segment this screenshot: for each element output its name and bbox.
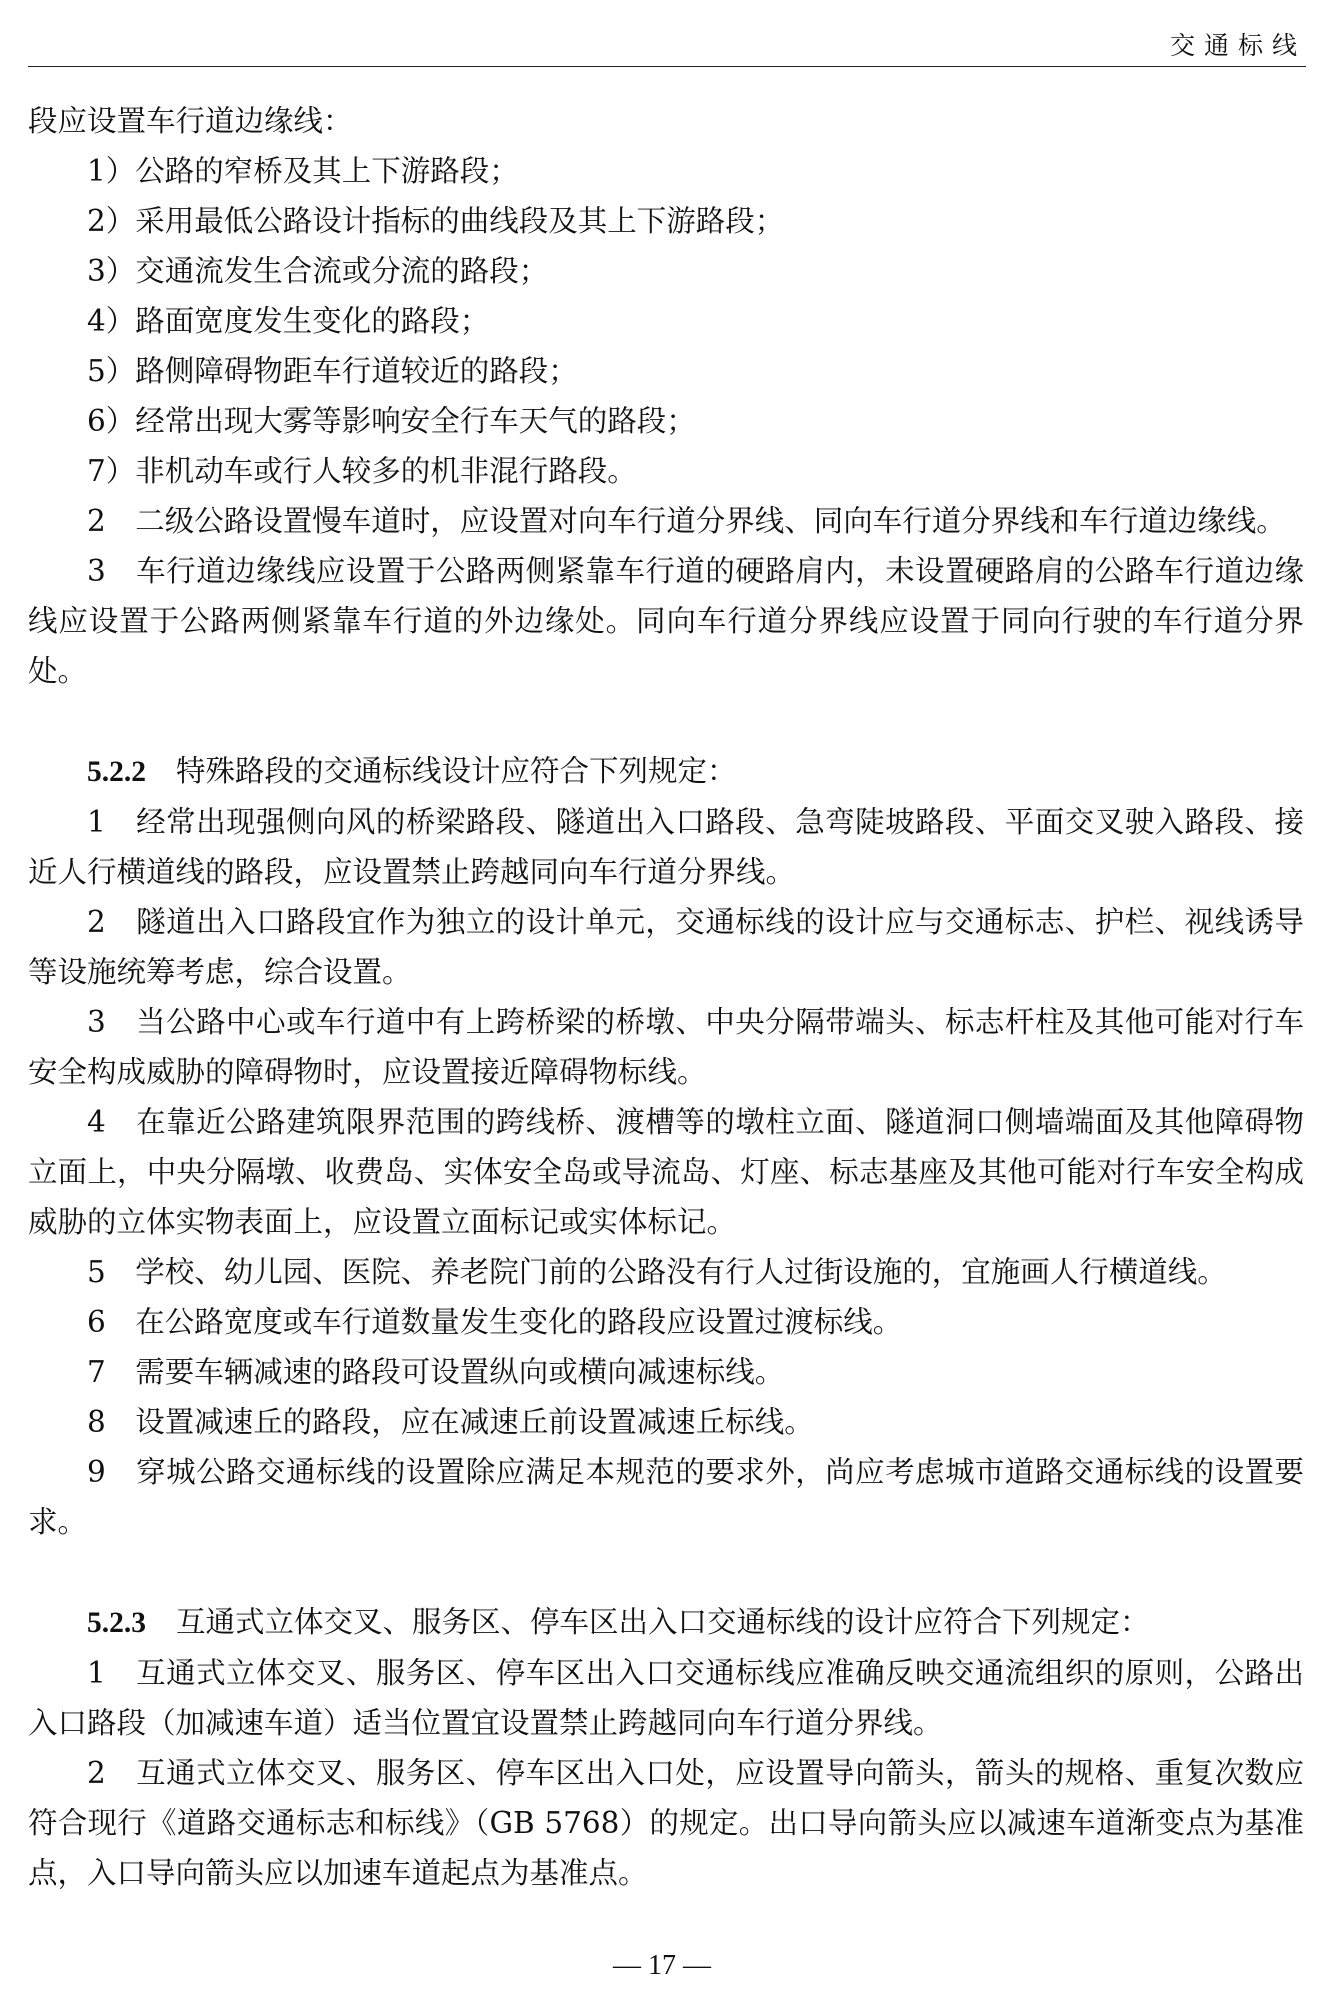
section-5-2-2 <box>28 746 1304 1547</box>
list-item: 7）非机动车或行人较多的机非混行路段。 <box>87 454 637 488</box>
clause-paragraph: 2 隧道出入口路段宜作为独立的设计单元，交通标线的设计应与交通标志、护栏、视线诱导等设施统筹考虑，综合设置。 <box>28 905 1304 989</box>
clause-paragraph: 8 设置减速丘的路段，应在减速丘前设置减速丘标线。 <box>87 1405 814 1439</box>
section-5-2-3 <box>28 1597 1304 1898</box>
clause-paragraph: 5 学校、幼儿园、医院、养老院门前的公路没有行人过街设施的，宜施画人行横道线。 <box>87 1255 1227 1289</box>
running-header <box>28 18 1306 67</box>
list-item: 1）公路的窄桥及其上下游路段； <box>87 154 519 188</box>
clause-paragraph: 2 互通式立体交叉、服务区、停车区出入口处，应设置导向箭头，箭头的规格、重复次数应符合现行《道路交通标志和标线》（GB 5768）的规定。出口导向箭头应以减速车道渐变点为基准点，入口导向箭头应以加速车道起点为基准点。 <box>28 1756 1304 1890</box>
section-title: 特殊路段的交通标线设计应符合下列规定： <box>176 754 737 788</box>
clause-paragraph: 7 需要车辆减速的路段可设置纵向或横向减速标线。 <box>87 1355 785 1389</box>
section-number: 5.2.2 <box>87 756 146 788</box>
list-item: 2）采用最低公路设计指标的曲线段及其上下游路段； <box>87 204 785 238</box>
clause-paragraph: 1 互通式立体交叉、服务区、停车区出入口交通标线应准确反映交通流组织的原则，公路出入口路段（加减速车道）适当位置宜设置禁止跨越同向车行道分界线。 <box>28 1656 1304 1740</box>
clause-paragraph: 6 在公路宽度或车行道数量发生变化的路段应设置过渡标线。 <box>87 1305 903 1339</box>
list-item: 3）交通流发生合流或分流的路段； <box>87 254 549 288</box>
clause-paragraph: 1 经常出现强侧向风的桥梁路段、隧道出入口路段、急弯陡坡路段、平面交叉驶入路段、接近人行横道线的路段，应设置禁止跨越同向车行道分界线。 <box>28 805 1304 889</box>
section-title: 互通式立体交叉、服务区、停车区出入口交通标线的设计应符合下列规定： <box>176 1605 1150 1639</box>
section-heading <box>28 1597 1304 1648</box>
section-number: 5.2.3 <box>87 1607 146 1639</box>
list-item: 5）路侧障碍物距车行道较近的路段； <box>87 354 578 388</box>
section-heading <box>28 746 1304 797</box>
clause-paragraph: 9 穿城公路交通标线的设置除应满足本规范的要求外，尚应考虑城市道路交通标线的设置要求。 <box>28 1455 1304 1539</box>
clause-paragraph: 3 当公路中心或车行道中有上跨桥梁的桥墩、中央分隔带端头、标志杆柱及其他可能对行车安全构成威胁的障碍物时，应设置接近障碍物标线。 <box>28 1005 1304 1089</box>
page-content <box>28 96 1304 1898</box>
page-number: — 17 — <box>613 1950 711 1981</box>
list-item: 4）路面宽度发生变化的路段； <box>87 304 490 338</box>
list-item: 6）经常出现大雾等影响安全行车天气的路段； <box>87 404 696 438</box>
paragraph-continuation: 段应设置车行道边缘线： <box>28 104 353 138</box>
clause-paragraph: 4 在靠近公路建筑限界范围的跨线桥、渡槽等的墩柱立面、隧道洞口侧墙端面及其他障碍物立面上，中央分隔墩、收费岛、实体安全岛或导流岛、灯座、标志基座及其他可能对行车安全构成威胁的立体实物表面上，应设置立面标记或实体标记。 <box>28 1105 1304 1239</box>
clause-paragraph: 3 车行道边缘线应设置于公路两侧紧靠车行道的硬路肩内，未设置硬路肩的公路车行道边缘线应设置于公路两侧紧靠车行道的外边缘处。同向车行道分界线应设置于同向行驶的车行道分界处。 <box>28 554 1304 688</box>
header-title: 交通标线 <box>1169 31 1306 60</box>
clause-paragraph: 2 二级公路设置慢车道时，应设置对向车行道分界线、同向车行道分界线和车行道边缘线。 <box>87 504 1286 538</box>
